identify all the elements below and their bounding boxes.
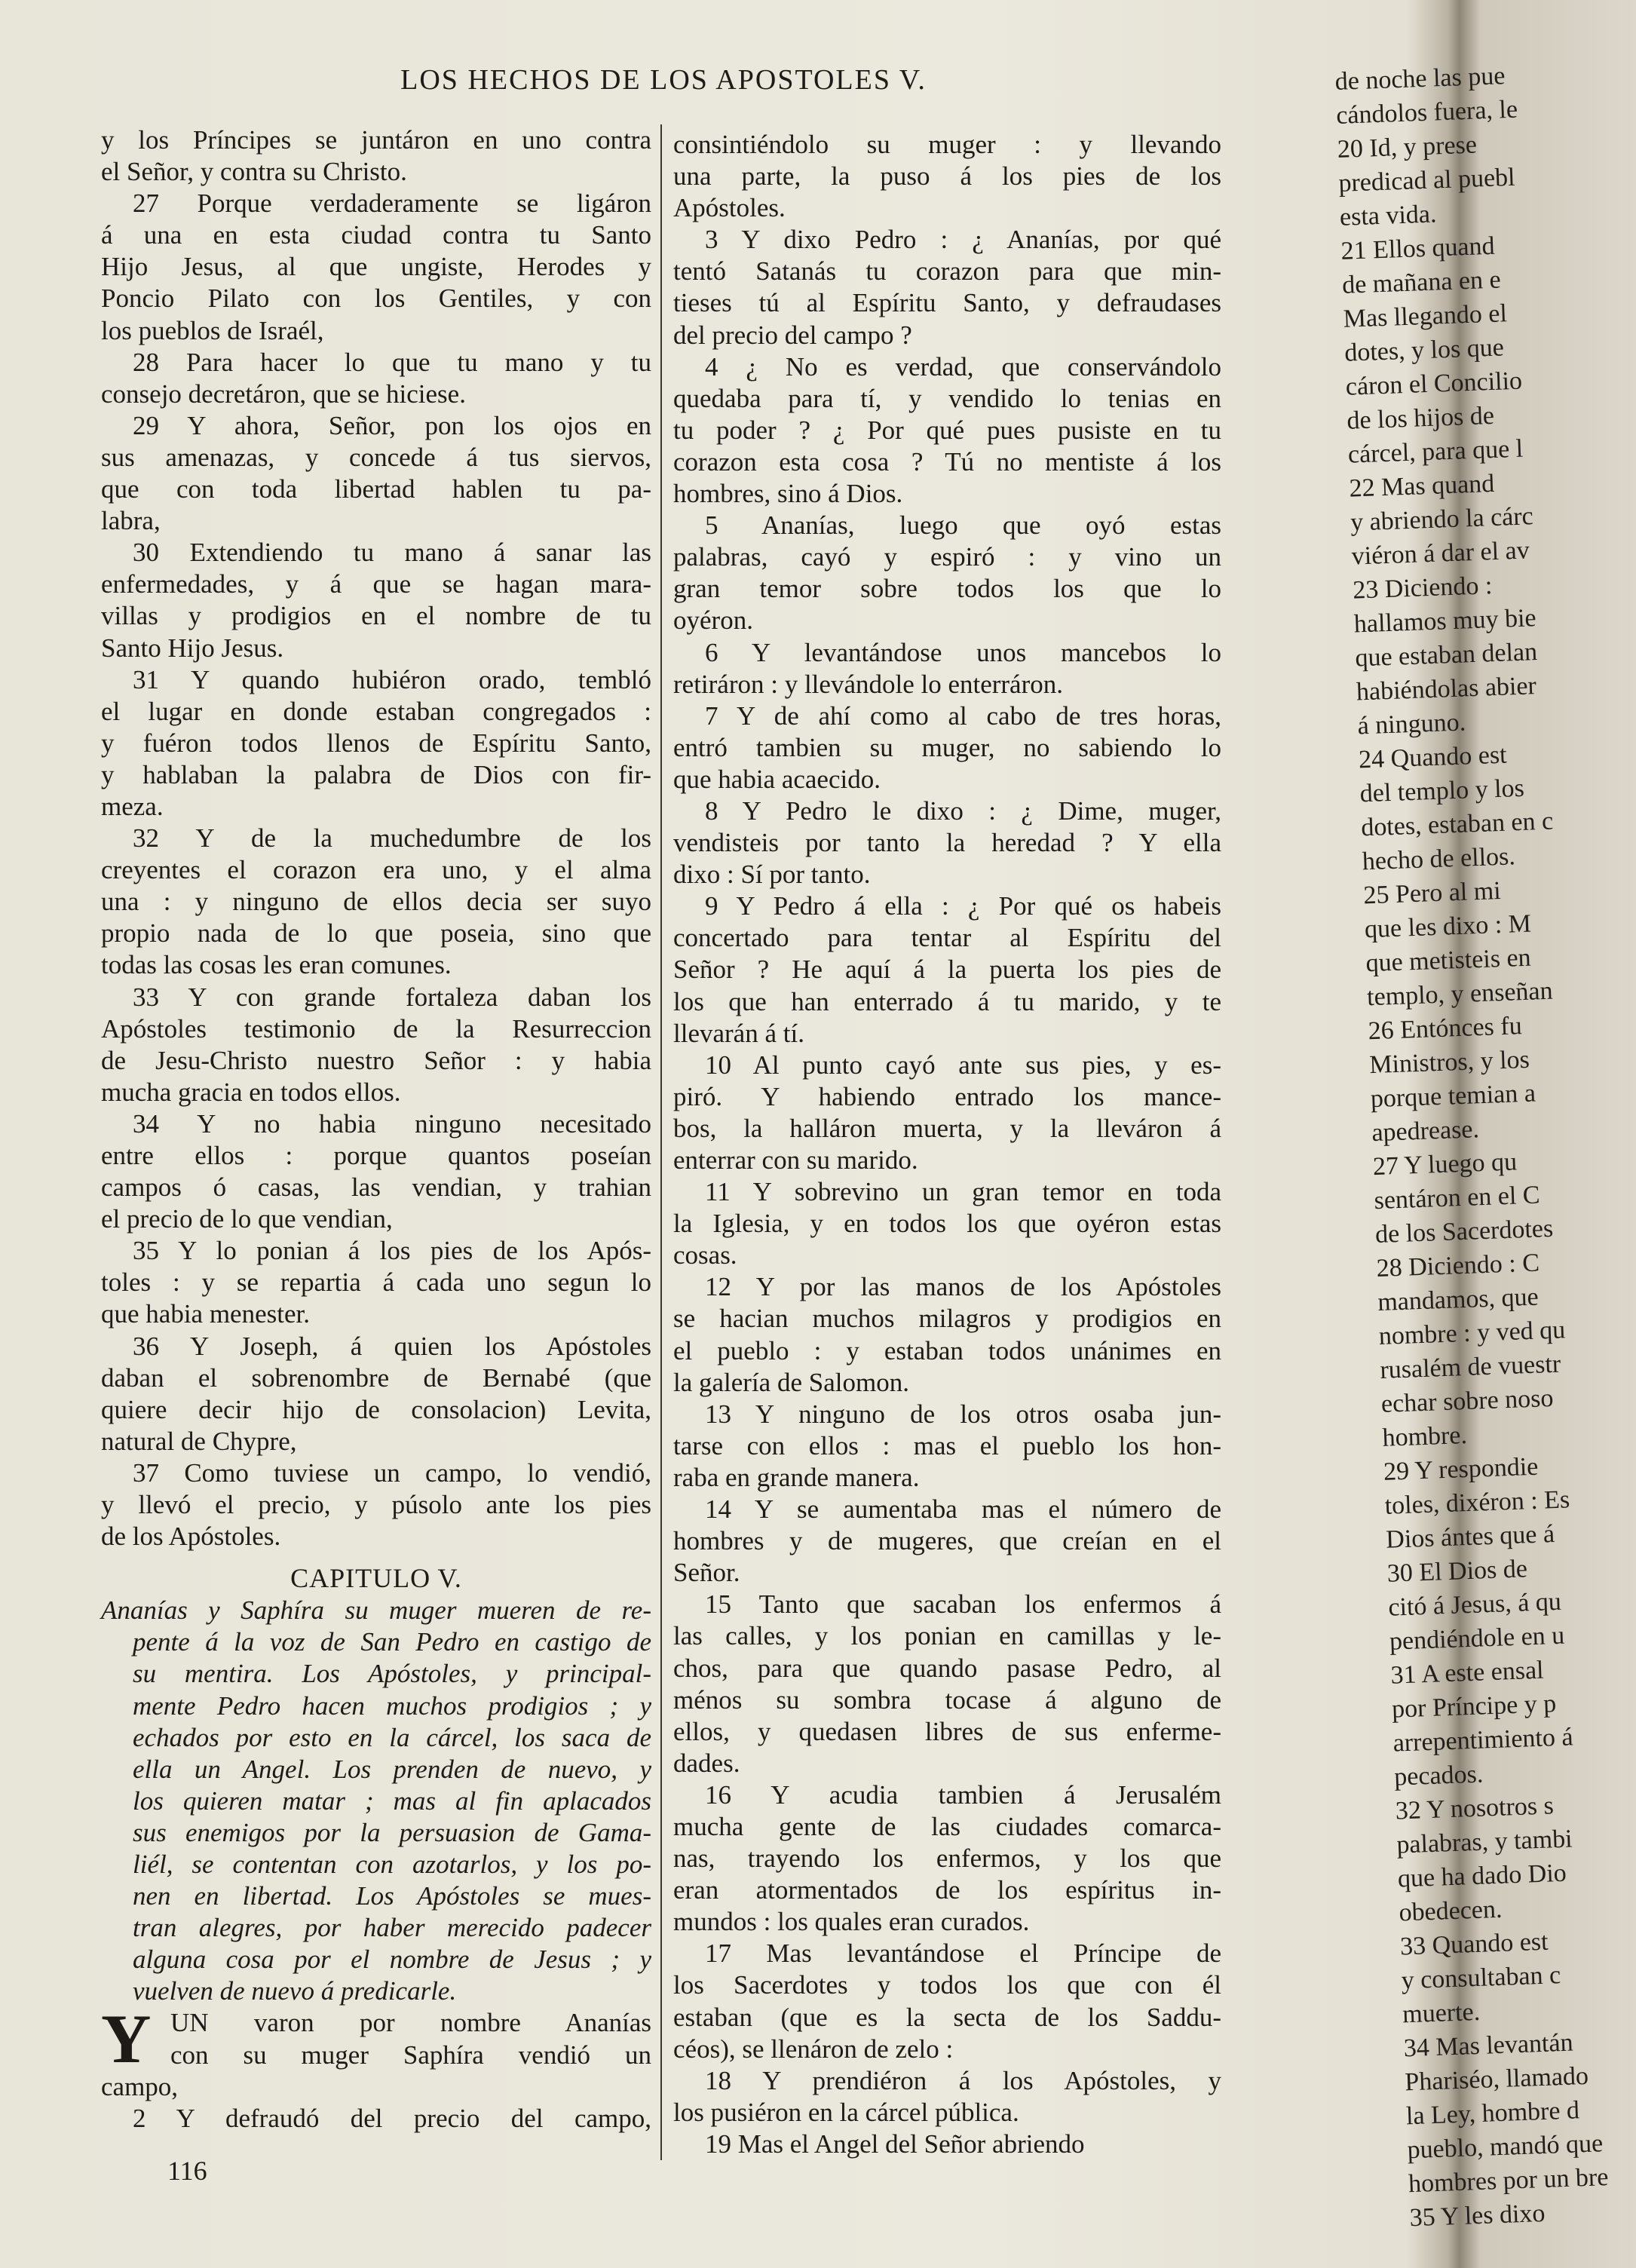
text-line: tran alegres, por haber merecido padecer — [133, 1913, 651, 1943]
text-line: 21 Ellos quand — [1340, 231, 1496, 265]
text-line: citó á Jesus, á qu — [1387, 1587, 1562, 1622]
text-line: la galería de Salomon. — [673, 1367, 909, 1397]
text-line: esta vida. — [1339, 200, 1438, 231]
text-line: meza. — [101, 791, 164, 821]
text-line: 11 Y sobrevino un gran temor en toda — [705, 1177, 1221, 1207]
text-line: natural de Chypre, — [101, 1426, 297, 1456]
text-line: de mañana en e — [1341, 265, 1502, 299]
text-line: el Señor, y contra su Christo. — [101, 157, 407, 187]
text-line: nombre : y ved qu — [1378, 1316, 1566, 1350]
text-line: 37 Como tuviese un campo, lo vendió, — [133, 1457, 651, 1488]
text-line: 6 Y levantándose unos mancebos lo — [705, 637, 1221, 667]
text-line: sus enemigos por la persuasion de Gama- — [133, 1817, 651, 1847]
text-line: mucha gracia en todos ellos. — [101, 1077, 401, 1107]
text-line: entró tambien su muger, no sabiendo lo — [673, 732, 1221, 762]
chapter-summary — [101, 1595, 651, 2007]
text-line: Ananías y Saphíra su muger mueren de re- — [101, 1595, 651, 1626]
text-line: alguna cosa por el nombre de Jesus ; y — [133, 1945, 651, 1975]
text-line: eran atormentados de los espíritus in- — [673, 1875, 1221, 1905]
text-line: sus amenazas, y concede á tus siervos, — [101, 442, 651, 472]
text-line: por Príncipe y p — [1391, 1690, 1557, 1724]
text-line: campos ó casas, las vendian, y trahian — [101, 1172, 651, 1203]
text-line: Poncio Pilato con los Gentiles, y con — [101, 284, 651, 314]
text-line: toles, dixéron : Es — [1384, 1485, 1570, 1520]
text-line: que metisteis en — [1365, 943, 1532, 978]
text-line: muerte. — [1402, 1997, 1481, 2029]
text-line: rusalém de vuestr — [1379, 1350, 1561, 1384]
text-line: 13 Y ninguno de los otros osaba jun- — [705, 1399, 1221, 1429]
text-line: todas las cosas les eran comunes. — [101, 950, 452, 980]
text-line: Hijo Jesus, al que ungiste, Herodes y — [101, 252, 651, 282]
text-line: oyéron. — [673, 605, 753, 636]
text-line: 12 Y por las manos de los Apóstoles — [705, 1272, 1221, 1302]
text-line: el lugar en donde estaban congregados : — [101, 696, 651, 726]
text-line: mucha gente de las ciudades comarca- — [673, 1811, 1221, 1841]
text-line: 23 Diciendo : — [1352, 572, 1493, 605]
text-line: ella un Angel. Los prenden de nuevo, y — [133, 1754, 651, 1784]
text-line: 22 Mas quand — [1348, 469, 1495, 503]
text-line: concertado para tentar al Espíritu del — [673, 923, 1221, 953]
text-line: nen en libertad. Los Apóstoles se mues- — [133, 1881, 651, 1911]
text-line: 26 Entónces fu — [1368, 1012, 1523, 1046]
text-line: chos, para que quando pasase Pedro, al — [673, 1653, 1221, 1683]
text-line: mente Pedro hacen muchos prodigios ; y — [133, 1690, 651, 1721]
text-line: y los Príncipes se juntáron en uno contra — [101, 125, 651, 155]
text-line: el pueblo : y estaban todos unánimes en — [673, 1335, 1221, 1365]
text-line: campo, — [101, 2071, 179, 2101]
text-line: habiéndolas abier — [1356, 672, 1537, 706]
text-line: sentáron en el C — [1373, 1181, 1541, 1215]
text-line: del templo y los — [1359, 774, 1525, 808]
text-line: viéron á dar el av — [1351, 536, 1530, 571]
text-line: 30 El Dios de — [1386, 1555, 1528, 1588]
text-line: 10 Al punto cayó ante sus pies, y es- — [705, 1050, 1221, 1080]
text-line: 27 Porque verdaderamente se ligáron — [133, 188, 651, 219]
text-line: 17 Mas levantándose el Príncipe de — [705, 1939, 1221, 1969]
text-line: propio nada de lo que poseia, sino que — [101, 918, 651, 949]
text-line: pecados. — [1393, 1760, 1484, 1791]
text-line: las calles, y los ponian en camillas y le- — [673, 1621, 1221, 1651]
text-line: echar sobre noso — [1380, 1384, 1555, 1418]
text-line: 29 Y respondie — [1383, 1452, 1539, 1486]
text-line: 34 Mas levantán — [1403, 2028, 1574, 2063]
text-line: ménos su sombra tocase á alguno de — [673, 1684, 1221, 1715]
text-line: predicad al puebl — [1337, 163, 1516, 198]
text-line: consejo decretáron, que se hiciese. — [101, 379, 466, 409]
text-line: bos, la halláron muerta, y la lleváron á — [673, 1113, 1221, 1143]
text-line: apedrease. — [1371, 1115, 1480, 1148]
text-line: su mentira. Los Apóstoles, y principal- — [133, 1659, 651, 1689]
text-line: de Jesu-Christo nuestro Señor : y habia — [101, 1045, 651, 1075]
text-line: hombres por un bre — [1408, 2163, 1609, 2199]
text-line: Apóstoles testimonio de la Resurreccion — [101, 1013, 651, 1044]
text-line: los pueblos de Israél, — [101, 315, 324, 345]
text-line: enterrar con su marido. — [673, 1145, 918, 1175]
text-line: nas, trayendo los enfermos, y los que — [673, 1844, 1221, 1874]
text-line: y hablaban la palabra de Dios con fir- — [101, 759, 651, 789]
text-line: pente á la voz de San Pedro en castigo de — [133, 1627, 651, 1657]
text-line: 4 ¿ No es verdad, que conservándolo — [705, 351, 1221, 382]
text-line: pendiéndole en u — [1389, 1621, 1565, 1656]
text-line: 9 Y Pedro á ella : ¿ Por qué os habeis — [705, 891, 1221, 921]
text-line: la Ley, hombre d — [1405, 2096, 1580, 2131]
text-line: que habia acaecido. — [673, 764, 881, 794]
text-line: 30 Extendiendo tu mano á sanar las — [133, 538, 651, 568]
text-line: mundos : los quales eran curados. — [673, 1907, 1030, 1937]
text-line: 35 Y les dixo — [1409, 2199, 1546, 2233]
text-line: templo, y enseñan — [1366, 976, 1554, 1012]
text-line: tentó Satanás tu corazon para que min- — [673, 256, 1221, 287]
text-line: 7 Y de ahí como al cabo de tres horas, — [705, 700, 1221, 731]
text-line: 2 Y defraudó del precio del campo, — [133, 2103, 651, 2133]
text-line: que habia menester. — [101, 1299, 310, 1329]
text-line: que les dixo : M — [1364, 909, 1532, 944]
running-title: LOS HECHOS DE LOS APOSTOLES V. — [400, 64, 927, 96]
text-line: 28 Diciendo : C — [1376, 1249, 1540, 1283]
text-line: 32 Y nosotros s — [1395, 1791, 1555, 1825]
text-line: llevarán á tí. — [673, 1018, 804, 1048]
text-line: á ninguno. — [1356, 708, 1466, 740]
text-line: obedecen. — [1398, 1895, 1503, 1927]
text-line: corazon esta cosa ? Tú no mentiste á los — [673, 446, 1221, 477]
text-line: 36 Y Joseph, á quien los Apóstoles — [133, 1331, 651, 1361]
text-line: creyentes el corazon era uno, y el alma — [101, 855, 651, 885]
text-line: Phariséo, llamado — [1404, 2061, 1589, 2097]
text-line: los Sacerdotes y todos los que con él — [673, 1970, 1221, 2000]
text-line: 8 Y Pedro le dixo : ¿ Dime, muger, — [705, 795, 1221, 826]
text-line: de noche las pue — [1334, 62, 1506, 96]
text-line: 35 Y lo ponian á los pies de los Após- — [133, 1236, 651, 1266]
text-line: cándolos fuera, le — [1335, 95, 1518, 130]
text-line: daban el sobrenombre de Bernabé (que — [101, 1362, 651, 1393]
text-line: 27 Y luego qu — [1372, 1148, 1518, 1182]
text-line: hombres, sino á Dios. — [673, 479, 903, 509]
text-line: villas y prodigios en el nombre de tu — [101, 601, 651, 631]
text-line: labra, — [101, 506, 161, 536]
text-line: UN varon por nombre Ananías — [170, 2008, 651, 2038]
text-line: 14 Y se aumentaba mas el número de — [705, 1494, 1221, 1525]
text-line: 18 Y prendiéron á los Apóstoles, y — [705, 2065, 1221, 2095]
text-line: tu poder ? ¿ Por qué pues pusiste en tu — [673, 415, 1221, 445]
text-line: 25 Pero al mi — [1362, 876, 1502, 910]
text-line: 31 Y quando hubiéron orado, tembló — [133, 664, 651, 694]
text-line: cosas. — [673, 1240, 737, 1270]
text-line: á una en esta ciudad contra tu Santo — [101, 220, 651, 250]
column-divider — [660, 124, 662, 2160]
text-line: Señor. — [673, 1558, 740, 1588]
text-line: se hacian muchos milagros y prodigios en — [673, 1304, 1221, 1334]
text-line: de los Apóstoles. — [101, 1522, 281, 1552]
drop-cap: Y — [101, 2000, 152, 2078]
page-number: 116 — [167, 2156, 207, 2186]
text-line: tieses tú al Espíritu Santo, y defraudases — [673, 288, 1221, 318]
text-line: hallamos muy bie — [1353, 604, 1537, 639]
text-line: que ha dado Dio — [1397, 1859, 1567, 1893]
text-line: dixo : Sí por tanto. — [673, 860, 871, 890]
right-text-column — [673, 129, 1221, 2160]
text-line: palabras, y tambi — [1396, 1825, 1573, 1859]
text-line: vuelven de nuevo á predicarle. — [133, 1976, 457, 2006]
text-line: los quieren matar ; mas al fin aplacados — [133, 1785, 651, 1816]
text-line: céos), se llenáron de zelo : — [673, 2034, 954, 2064]
text-line: palabras, cayó y espiró : y vino un — [673, 542, 1221, 572]
text-line: los pusiéron en la cárcel pública. — [673, 2097, 1019, 2127]
text-line: 34 Y no habia ninguno necesitado — [133, 1108, 651, 1139]
text-line: dotes, estaban en c — [1360, 807, 1554, 842]
text-line: cárcel, para que l — [1347, 434, 1524, 469]
text-line: hombre. — [1381, 1421, 1468, 1452]
text-line: dades. — [673, 1748, 740, 1778]
text-line: hombres y de mugeres, que creían en el — [673, 1526, 1221, 1556]
text-line: 31 A este ensal — [1389, 1656, 1545, 1690]
text-line: de los hijos de — [1346, 401, 1495, 435]
text-line: del precio del campo ? — [673, 320, 912, 350]
text-line: consintiéndolo su muger : y llevando — [673, 130, 1221, 159]
text-line: liél, se contentan con azotarlos, y los po- — [133, 1849, 651, 1879]
text-line: echados por esto en la cárcel, los saca de — [133, 1722, 651, 1752]
text-line: el precio de lo que vendian, — [101, 1204, 393, 1234]
text-line: Mas llegando el — [1343, 299, 1508, 333]
text-line: y consultaban c — [1401, 1961, 1561, 1995]
text-line: y fuéron todos llenos de Espíritu Santo, — [101, 728, 651, 758]
text-line: toles : y se repartia á cada uno segun lo — [101, 1267, 651, 1298]
text-line: de los Sacerdotes — [1374, 1214, 1554, 1249]
text-line: dotes, y los que — [1343, 333, 1505, 367]
text-line: con su muger Saphíra vendió un — [170, 2040, 651, 2070]
text-line: que con toda libertad hablen tu pa- — [101, 474, 651, 504]
text-line: ellos, y quedasen libres de sus enferme- — [673, 1716, 1221, 1746]
text-line: 28 Para hacer lo que tu mano y tu — [133, 347, 651, 377]
text-line: piró. Y habiendo entrado los mance- — [673, 1081, 1221, 1111]
text-line: que estaban delan — [1354, 638, 1538, 673]
text-line: quedaba para tí, y vendido lo tenias en — [673, 383, 1221, 413]
text-line: raba en grande manera. — [673, 1462, 920, 1492]
text-line: pueblo, mandó que — [1406, 2129, 1604, 2165]
text-line: 24 Quando est — [1358, 740, 1508, 774]
text-line: 16 Y acudia tambien á Jerusalém — [705, 1779, 1221, 1810]
left-text-column — [101, 124, 651, 2135]
chapter-opening — [101, 2000, 651, 2134]
text-line: tarse con ellos : mas el pueblo los hon- — [673, 1430, 1221, 1460]
text-line: Apóstoles. — [673, 193, 786, 223]
text-line: porque temian a — [1370, 1079, 1536, 1114]
text-line: 3 Y dixo Pedro : ¿ Ananías, por qué — [705, 225, 1221, 255]
text-line: 19 Mas el Angel del Señor abriendo — [705, 2129, 1085, 2159]
text-line: y llevó el precio, y púsolo ante los pies — [101, 1490, 651, 1520]
text-line: quiere decir hijo de consolacion) Levita, — [101, 1394, 651, 1424]
text-line: cáron el Concilio — [1345, 366, 1523, 401]
text-line: Dios ántes que á — [1385, 1520, 1555, 1554]
text-line: gran temor sobre todos los que lo — [673, 574, 1221, 604]
text-line: 15 Tanto que sacaban los enfermos á — [705, 1589, 1221, 1620]
text-line: 20 Id, y prese — [1337, 130, 1478, 164]
text-line: Señor ? He aquí á la puerta los pies de — [673, 955, 1221, 985]
text-line: una : y ninguno de ellos decia ser suyo — [101, 887, 651, 917]
text-line: 5 Ananías, luego que oyó estas — [705, 510, 1221, 541]
text-line: retiráron : y llevándole lo enterráron. — [673, 669, 1064, 699]
text-line: Ministros, y los — [1368, 1045, 1530, 1080]
text-line: la Iglesia, y en todos los que oyéron estas — [673, 1209, 1221, 1239]
facing-page-fragment — [1334, 57, 1636, 2236]
text-line: 33 Y con grande fortaleza daban los — [133, 982, 651, 1012]
chapter-heading: CAPITULO V. — [290, 1563, 462, 1594]
text-line: una parte, la puso á los pies de los — [673, 161, 1221, 192]
text-line: mandamos, que — [1377, 1283, 1539, 1316]
text-line: estaban (que es la secta de los Saddu- — [673, 2002, 1221, 2032]
text-line: 29 Y ahora, Señor, pon los ojos en — [133, 410, 651, 440]
text-line: hecho de ellos. — [1362, 842, 1516, 876]
text-line: 32 Y de la muchedumbre de los — [133, 823, 651, 854]
text-line: entre ellos : porque quantos poseían — [101, 1141, 651, 1170]
text-line: y abriendo la cárc — [1350, 502, 1534, 537]
left-verses — [101, 124, 651, 1552]
text-line: Santo Hijo Jesus. — [101, 633, 284, 663]
text-line: arrepentimiento á — [1392, 1723, 1574, 1758]
text-line: vendisteis por tanto la heredad ? Y ella — [673, 828, 1221, 858]
text-line: 33 Quando est — [1399, 1927, 1549, 1961]
text-line: los que han enterrado á tu marido, y te — [673, 986, 1221, 1016]
text-line: enfermedades, y á que se hagan mara- — [101, 569, 651, 599]
